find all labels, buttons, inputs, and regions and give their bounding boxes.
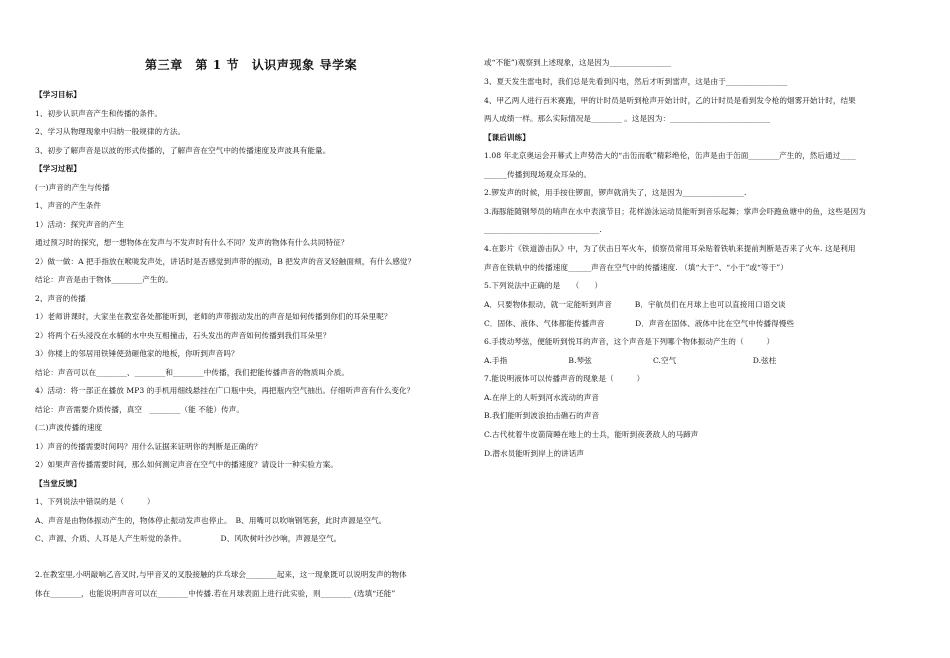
text-line: ______传播到现场观众耳朵的。 [484,170,592,179]
option-line: A．只要物体振动，就一定能听到声音 B．宇航员们在月球上也可以直接用口语交谈 [484,300,786,309]
question-line: 体在________，也能说明声音可以在________中传播.若在月球表面上进行此实验，则________ (选填“还能” [35,589,396,598]
question-line: 1.08 年北京奥运会开幕式上声势浩大的“击缶而歌”精彩绝伦，缶声是由于缶面________产生的，然后通过____ [484,151,856,160]
question-line: 2.在教室里,小明敲响乙音叉时,与甲音叉的叉股接触的乒乓球会________起来，这一现象既可以说明发声的物体 [35,570,407,579]
text-line: 通过预习时的探究，想一想物体在发声与不发声时有什么不同？发声的物体有什么共同特征？ [35,238,349,247]
text-line: 1）声音的传播需要时间吗？用什么证据来证明你的判断是正确的？ [35,442,262,451]
goal-1: 1、初步认识声音产生和传播的条件。 [35,109,163,118]
text-line: 3）你楼上的邻居用铁锤使劲砸他家的地板，你听到声音吗？ [35,349,239,358]
question-line: 1、下列说法中错误的是（ ） [35,497,155,506]
question-line: 5.下列说法中正确的是 （ ） [484,281,603,290]
question-line: 4.在影片《铁道游击队》中，为了伏击日军火车，侦察员常用耳朵贴着铁轨来提前判断是否来了火车. 这是利用 [484,244,856,253]
option-line: A.手指 B.琴弦 C.空气 D.弦柱 [484,356,777,365]
goal-2: 2、学习从物理现象中归纳一般规律的方法。 [35,127,186,136]
page-title: 第三章 第 1 节 认识声现象 导学案 [145,58,358,72]
question-line: 3、夏天发生雷电时，我们总是先看到闪电，然后才听到雷声，这是由于________________ [484,77,788,86]
text-line: 4）活动：将一部正在播放 MP3 的手机用细线悬挂在广口瓶中央，再把瓶内空气抽出。仔细听声音有什么变化？ [35,386,415,395]
option-line: A、声音是由物体振动产生的，物体停止振动发声也停止。 B、用嘴可以吹响钢笔套，此时声源是空气。 [35,516,387,525]
section-heading-learning-process: 【学习过程】 [35,164,81,173]
subsection-sound-speed: (二)声波传播的速度 [35,423,103,432]
text-line: 1）活动：探究声音的产生 [35,220,124,229]
text-line: 两人成绩一样。那么实际情况是________ 。这是因为：__________________________ [484,114,771,123]
text-line: 1、声音的产生条件 [35,201,102,210]
text-line: 2、声音的传播 [35,294,86,303]
text-line: 2）做一做：A 把手指放在喉咙发声处，讲话时是否感觉到声带的振动，B 把发声的音叉轻触面颊，有什么感觉？ [35,257,416,266]
section-heading-feedback: 【当堂反馈】 [35,479,81,488]
text-line: 或“不能”)观察到上述现象，这是因为________________ [484,58,672,67]
question-line: 7.能说明液体可以传播声音的现象是（ ） [484,374,645,383]
option-line: C、声源、介质、人耳是人产生听觉的条件。 D、风吹树叶沙沙响，声源是空气。 [35,534,342,543]
option-line: C．固体、液体、气体都能传播声音 D．声音在固体、液体中比在空气中传播得慢些 [484,319,795,328]
option-line: C.古代枕着牛皮箭筒睡在地上的士兵，能听到夜袭敌人的马蹄声 [484,430,699,439]
text-line: 1）老师讲课时，大家坐在教室各处都能听到，老师的声带振动发出的声音是如何传播到你们的耳朵里呢？ [35,312,392,321]
option-line: D.潜水员能听到岸上的讲话声 [484,449,585,458]
text-line: 2）将两个石头浸没在水桶的水中央互相撞击，石头发出的声音如何传播到我们耳朵里？ [35,331,331,340]
subsection-sound-production: (一)声音的产生与传播 [35,183,110,192]
section-heading-learning-goals: 【学习目标】 [35,90,81,99]
question-line: 4、甲乙两人进行百米赛跑，甲的计时员是听到枪声开始计时，乙的计时员是看到发令枪的烟雾开始计时，结果 [484,96,856,105]
question-line: 6.手拨动琴弦，便能听到悦耳的声音，这个声音是下列哪个物体振动产生的（ ） [484,337,775,346]
conclusion-line: 结论：声音是由于物体________产生的。 [35,275,173,284]
text-line: 声音在铁轨中的传播速度______声音在空气中的传播速度. （填“大于”、“小于”或“等于”） [484,263,788,272]
conclusion-line: 结论：声音需要介质传播，真空 ________（能 不能）传声。 [35,405,245,414]
goal-3: 3、初步了解声音是以波的形式传播的，了解声音在空气中的传播速度及声波具有能量。 [35,146,331,155]
question-line: 3.海豚能随钢琴员的哨声在水中表演节目；花样游泳运动员能听到音乐起舞；掌声会吓跑鱼塘中的鱼，这些是因为 [484,207,866,216]
option-line: B.我们能听到波浪拍击礁石的声音 [484,411,600,420]
section-heading-after-class: 【课后训练】 [484,133,530,142]
option-line: A.在岸上的人听到河水流动的声音 [484,393,600,402]
conclusion-line: 结论：声音可以在________、________和________中传播，我们把能传播声音的物质叫介质。 [35,368,349,377]
text-line: ______________________________. [484,225,602,234]
question-line: 2.锣发声的时候，用手按住锣面，锣声就消失了，这是因为________________. [484,188,747,197]
text-line: 2）如果声音传播需要时间，那么如何测定声音在空气中的播速度？请设计一种实验方案。 [35,460,338,469]
